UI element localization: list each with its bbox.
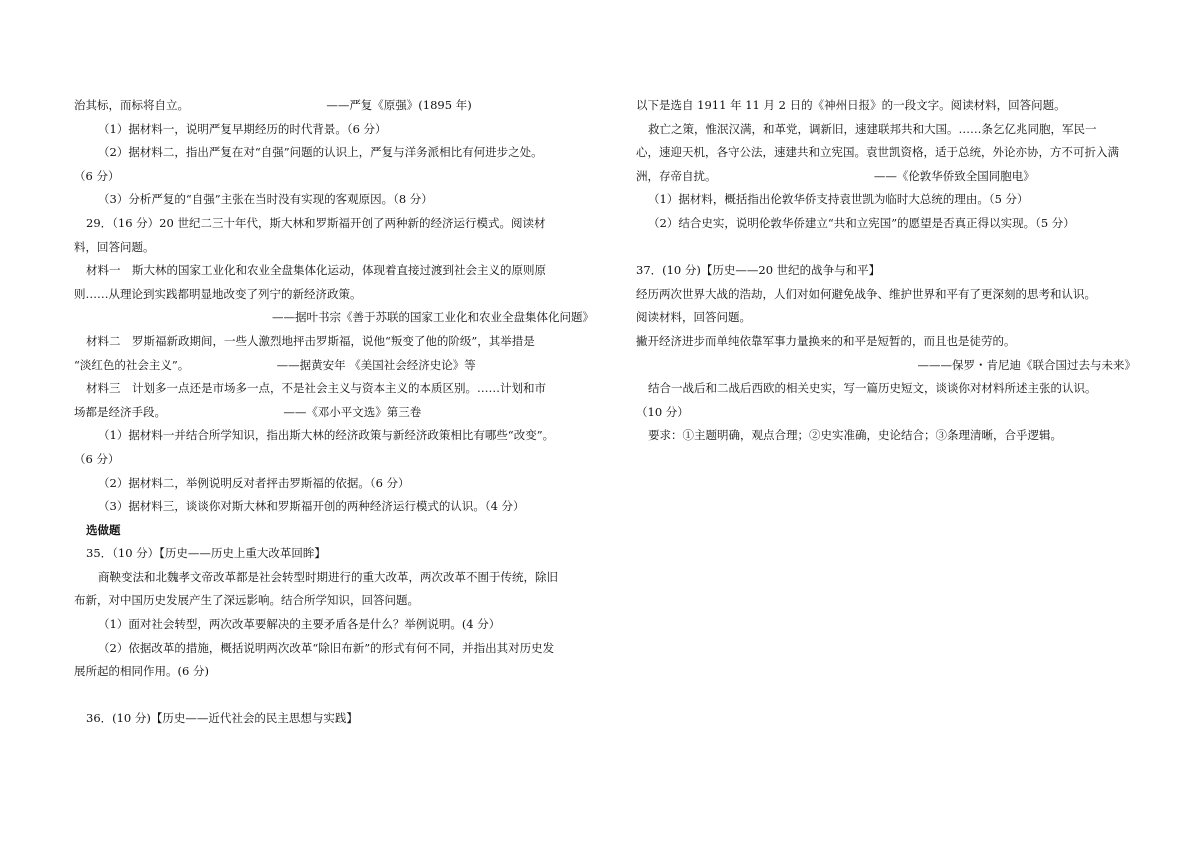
- question-35-1: （1）面对社会转型，两次改革要解决的主要矛盾各是什么？举例说明。(4 分）: [98, 617, 501, 632]
- question-36-title: 36．(10 分)【历史——近代社会的民主思想与实践】: [86, 711, 358, 726]
- question-35-2-cont: 展所起的相同作用。(6 分): [74, 664, 209, 679]
- question-37-source: ———保罗・肯尼迪《联合国过去与未来》: [917, 357, 1136, 372]
- question-29-title-cont: 料，回答问题。: [74, 239, 155, 254]
- question-28-3: （3）分析严复的“自强”主张在当时没有实现的客观原因。（8 分）: [98, 192, 433, 207]
- question-37-score: （10 分）: [636, 404, 689, 419]
- question-37-stem-cont: 阅读材料，回答问题。: [636, 310, 751, 325]
- material-line: [74, 94, 594, 118]
- question-29-title: 29．（16 分）20 世纪二三十年代，斯大林和罗斯福开创了两种新的经济运行模式。阅读材: [86, 215, 546, 230]
- question-35-title: 35．（10 分）【历史——历史上重大改革回眸】: [86, 546, 326, 561]
- question-28-1: （1）据材料一，说明严复早期经历的时代背景。（6 分）: [98, 121, 387, 136]
- material-source: ——严复《原强》(1895 年): [326, 98, 472, 112]
- material-three-text: 场都是经济手段。: [74, 404, 166, 419]
- question-29-1: （1）据材料一并结合所学知识，指出斯大林的经济政策与新经济政策相比有哪些“改变”。: [98, 428, 555, 443]
- right-material-cont: 心，速迎天机，各守公法，速建共和立宪国。袁世凯资格，适于总统，外论亦协，方不可折入满: [636, 145, 1119, 160]
- question-37-stem: 经历两次世界大战的浩劫，人们对如何避免战争、维护世界和平有了更深刻的思考和认识。: [636, 286, 1096, 301]
- right-intro: 以下是选自 1911 年 11 月 2 日的《神州日报》的一段文字。阅读材料，回答问题。: [636, 98, 1066, 112]
- material-one: 材料一 斯大林的国家工业化和农业全盘集体化运动，体现着直接过渡到社会主义的原则原: [86, 263, 546, 278]
- question-35-2: （2）依据改革的措施，概括说明两次改革“除旧布新”的形式有何不同，并指出其对历史发: [98, 640, 555, 655]
- left-column: [74, 94, 594, 731]
- question-29-1-score: （6 分）: [74, 451, 120, 466]
- question-37-title: 37．(10 分)【历史——20 世纪的战争与和平】: [636, 263, 881, 278]
- material-text: 治其标，而标将自立。: [74, 98, 189, 112]
- right-material-source: ——《伦敦华侨致全国同胞电》: [873, 168, 1035, 183]
- right-question-2: （2）结合史实，说明伦敦华侨建立“共和立宪国”的愿望是否真正得以实现。（5 分）: [648, 215, 1075, 230]
- question-35-stem-cont: 布新，对中国历史发展产生了深远影响。结合所学知识，回答问题。: [74, 593, 419, 608]
- material-three-cont: [74, 401, 594, 425]
- right-question-1: （1）据材料，概括指出伦敦华侨支持袁世凯为临时大总统的理由。（5 分）: [648, 192, 1029, 207]
- material-two-source: ——据黄安年 《美国社会经济史论》等: [276, 357, 476, 372]
- elective-heading: 选做题: [86, 522, 121, 537]
- question-37-requirements: 要求：①主题明确，观点合理；②史实准确，史论结合；③条理清晰，合乎逻辑。: [648, 428, 1062, 443]
- question-37-material: 撇开经济进步而单纯依靠军事力量换来的和平是短暂的，而且也是徒劳的。: [636, 333, 1016, 348]
- right-material: 救亡之策，惟泯汉满，和革党，调新旧，速建联邦共和大国。……条乞亿兆同胞，军民一: [648, 121, 1097, 136]
- material-three: 材料三 计划多一点还是市场多一点，不是社会主义与资本主义的本质区别。……计划和市: [86, 381, 546, 396]
- right-column: [636, 94, 1136, 448]
- material-three-source: ——《邓小平文选》第三卷: [283, 404, 422, 419]
- question-29-2: （2）据材料二，举例说明反对者抨击罗斯福的依据。（6 分）: [98, 475, 410, 490]
- question-35-stem: 商鞅变法和北魏孝文帝改革都是社会转型时期进行的重大改革，两次改革不囿于传统，除旧: [98, 569, 558, 584]
- question-28-2: （2）据材料二，指出严复在对“自强”问题的认识上，严复与洋务派相比有何进步之处。: [98, 145, 543, 160]
- question-29-3: （3）据材料三，谈谈你对斯大林和罗斯福开创的两种经济运行模式的认识。（4 分）: [98, 499, 525, 514]
- material-two-text: “淡红色的社会主义”。: [74, 357, 190, 372]
- material-one-source: ——据叶书宗《善于苏联的国家工业化和农业全盘集体化问题》: [272, 310, 594, 325]
- material-one-cont: 则……从理论到实践都明显地改变了列宁的新经济政策。: [74, 286, 362, 301]
- right-material-end: [636, 165, 1136, 189]
- material-two-cont: [74, 354, 594, 378]
- right-material-text: 洲，存帝自扰。: [636, 168, 717, 183]
- question-28-2-score: （6 分）: [74, 168, 120, 183]
- material-two: 材料二 罗斯福新政期间，一些人激烈地抨击罗斯福，说他“叛变了他的阶级”，其举措是: [86, 333, 535, 348]
- question-37-prompt: 结合一战后和二战后西欧的相关史实，写一篇历史短文，谈谈你对材料所述主张的认识。: [648, 381, 1097, 396]
